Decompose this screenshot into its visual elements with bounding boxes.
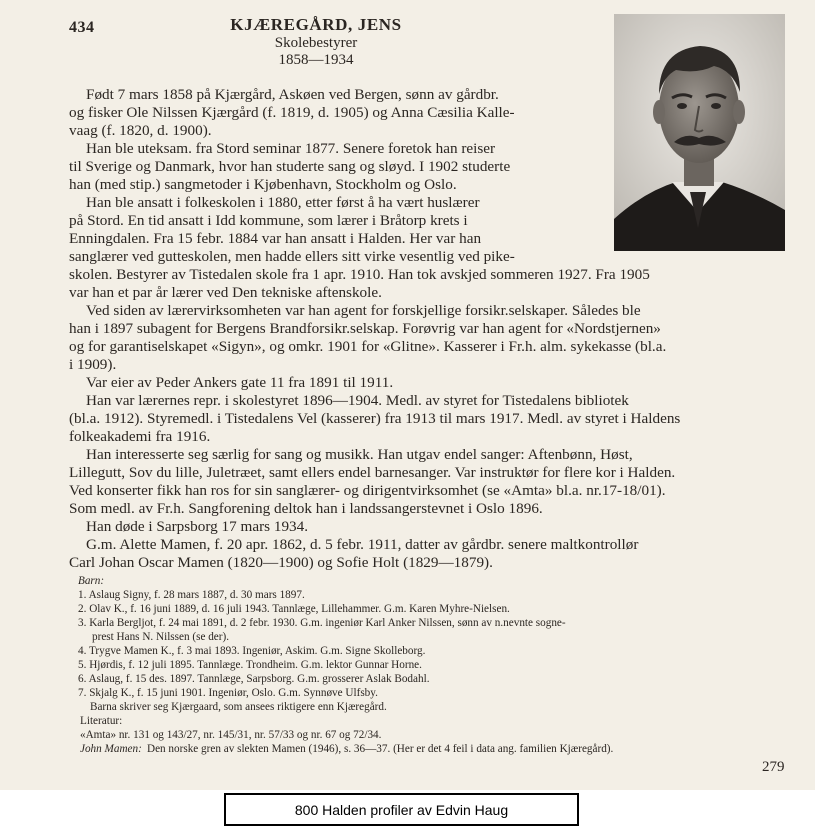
literature-line: «Amta» nr. 131 og 143/27, nr. 145/31, nr. 57/33 og nr. 67 og 72/34. — [80, 729, 382, 741]
body-line: Enningdalen. Fra 15 febr. 1884 var han ansatt i Halden. Her var han — [69, 230, 482, 247]
body-line: på Stord. En tid ansatt i Idd kommune, som lærer i Bråtorp krets i — [69, 212, 468, 229]
body-line: Født 7 mars 1858 på Kjærgård, Askøen ved Bergen, sønn av gårdbr. — [86, 86, 499, 103]
body-line: Ved konserter fikk han ros for sin sanglærer- og dirigentvirksomhet (se «Amta» bl.a. nr.17-18/01). — [69, 482, 666, 499]
body-line: Han døde i Sarpsborg 17 mars 1934. — [86, 518, 309, 535]
body-line: Ved siden av lærervirksomheten var han agent for forskjellige forsikr.selskaper. Således ble — [86, 302, 641, 319]
caption-text: 800 Halden profiler av Edvin Haug — [294, 801, 509, 818]
body-line: (bl.a. 1912). Styremedl. i Tistedalens Vel (kasserer) fra 1913 til mars 1917. Medl. av styret i Haldens — [69, 410, 681, 427]
child-line: 5. Hjørdis, f. 12 juli 1895. Tannlæge. Trondheim. G.m. lektor Gunnar Horne. — [78, 659, 422, 671]
literature-line: Den norske gren av slekten Mamen (1946), s. 36—37. (Her er det 4 feil i data ang. familien Kjæregård). — [147, 743, 614, 755]
body-line: G.m. Alette Mamen, f. 20 apr. 1862, d. 5 febr. 1911, datter av gårdbr. senere maltkontrollør — [86, 536, 639, 553]
entry-role: Skolebestyrer — [274, 35, 358, 51]
entry-years: 1858—1934 — [278, 52, 354, 68]
child-line: 4. Trygve Mamen K., f. 3 mai 1893. Ingeniør, Askim. G.m. Signe Skolleborg. — [78, 645, 426, 657]
portrait-photo — [614, 14, 785, 251]
child-line: 2. Olav K., f. 16 juni 1889, d. 16 juli 1943. Tannlæge, Lillehammer. G.m. Karen Myhre-Nielsen. — [78, 603, 510, 615]
body-line: og fisker Ole Nilssen Kjærgård (f. 1819, d. 1905) og Anna Cæsilia Kalle- — [69, 104, 515, 121]
children-heading: Barn: — [78, 575, 105, 587]
body-line: Han ble uteksam. fra Stord seminar 1877. Senere foretok han reiser — [86, 140, 496, 157]
body-line: Som medl. av Fr.h. Sangforening deltok han i landssangerstevnet i Oslo 1896. — [69, 500, 543, 517]
literature-heading: Literatur: — [80, 715, 123, 727]
child-line: 7. Skjalg K., f. 15 juni 1901. Ingeniør, Oslo. G.m. Synnøve Ulfsby. — [78, 687, 378, 699]
body-line: han (med stip.) sangmetoder i Kjøbenhavn, Stockholm og Oslo. — [69, 176, 457, 193]
body-line: og for garantiselskapet «Sigyn», og omkr. 1901 for «Glitne». Kasserer i Fr.h. alm. sykekasse (bl.a. — [69, 338, 667, 355]
body-line: Han ble ansatt i folkeskolen i 1880, etter først å ha vært huslærer — [86, 194, 480, 211]
body-line: Var eier av Peder Ankers gate 11 fra 1891 til 1911. — [86, 374, 394, 391]
body-line: i 1909). — [69, 356, 117, 373]
page-number-top: 434 — [69, 19, 95, 36]
child-line: 1. Aslaug Signy, f. 28 mars 1887, d. 30 mars 1897. — [78, 589, 305, 601]
body-line: han i 1897 subagent for Bergens Brandforsikr.selskap. Forøvrig var han agent for «Nordstjernen» — [69, 320, 661, 337]
body-line: var han et par år lærer ved Den tekniske aftenskole. — [69, 284, 382, 301]
children-note: Barna skriver seg Kjærgaard, som ansees riktigere enn Kjæregård. — [90, 701, 387, 713]
body-line: folkeakademi fra 1916. — [69, 428, 211, 445]
child-line: 3. Karla Bergljot, f. 24 mai 1891, d. 2 febr. 1930. G.m. ingeniør Karl Anker Nilssen, sønn av n.nevnte sogne- — [78, 617, 566, 629]
body-line: Carl Johan Oscar Mamen (1820—1900) og Sofie Holt (1829—1879). — [69, 554, 493, 571]
body-line: til Sverige og Danmark, hvor han studerte sang og sløyd. I 1902 studerte — [69, 158, 511, 175]
child-line: 6. Aslaug, f. 15 des. 1897. Tannlæge, Sarpsborg. G.m. grosserer Aslak Bodahl. — [78, 673, 430, 685]
caption-box — [224, 793, 579, 826]
child-line: prest Hans N. Nilssen (se der). — [92, 631, 230, 643]
body-line: vaag (f. 1820, d. 1900). — [69, 122, 212, 139]
literature-author: John Mamen: — [80, 743, 142, 755]
entry-name: KJÆREGÅRD, JENS — [230, 15, 402, 34]
page-number-bottom: 279 — [762, 759, 785, 775]
body-line: sanglærer ved gutteskolen, men hadde ellers sitt virke vesentlig ved pike- — [69, 248, 515, 265]
body-line: Han var lærernes repr. i skolestyret 1896—1904. Medl. av styret for Tistedalens bibliotek — [86, 392, 629, 409]
body-line: Lillegutt, Sov du lille, Juletræet, samt ellers endel barnesanger. Var instruktør for flere kor i Halden. — [69, 464, 676, 481]
body-line: skolen. Bestyrer av Tistedalen skole fra 1 apr. 1910. Han tok avskjed sommeren 1927. Fra 1905 — [69, 266, 650, 283]
body-line: Han interesserte seg særlig for sang og musikk. Han utgav endel sanger: Aftenbønn, Høst, — [86, 446, 633, 463]
portrait-image — [614, 14, 785, 251]
